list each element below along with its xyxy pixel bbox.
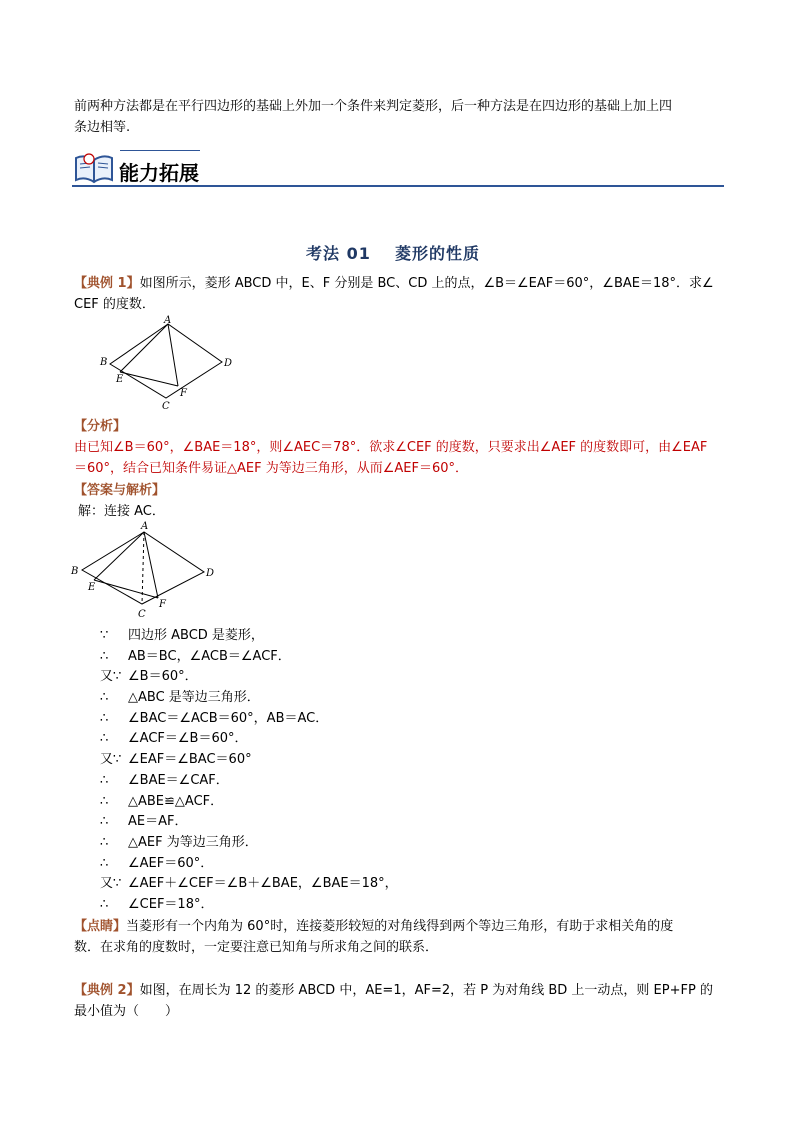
intro-line-1: 前两种方法都是在平行四边形的基础上外加一个条件来判定菱形，后一种方法是在四边形的基础上加上四 — [74, 99, 673, 114]
fig1-label-e: E — [116, 374, 124, 385]
step-symbol: 又∵ — [100, 752, 122, 768]
fig2-label-e: E — [88, 582, 96, 593]
step-symbol: ∴ — [100, 690, 109, 706]
step-text: AB＝BC，∠ACB＝∠ACF． — [128, 648, 291, 664]
example1-tag: 【典例 1】 — [74, 276, 140, 291]
example2-text — [74, 981, 713, 1001]
step-symbol: ∴ — [100, 772, 109, 788]
example2-line-1: 如图，在周长为 12 的菱形 ABCD 中，AE=1，AF=2，若 P 为对角线 BD 上一动点，则 EP+FP 的 — [139, 983, 713, 998]
step-text: 四边形 ABCD 是菱形， — [128, 628, 264, 643]
step-symbol: ∴ — [100, 710, 109, 726]
step-text: △ABC 是等边三角形． — [128, 690, 260, 706]
analysis-line-2: ＝60°，结合已知条件易证△AEF 为等边三角形，从而∠AEF＝60°． — [74, 461, 469, 476]
step-text: ∠B＝60°． — [128, 669, 198, 685]
answer-tag: 【答案与解析】 — [74, 483, 166, 498]
step-symbol: ∴ — [100, 814, 109, 830]
example1-text — [74, 274, 714, 294]
section-rule — [72, 185, 724, 187]
step-symbol: ∵ — [100, 628, 109, 643]
figure-1 — [96, 314, 236, 414]
tip-text — [74, 917, 673, 937]
step-text: ∠BAC＝∠ACB＝60°，AB＝AC． — [128, 710, 329, 726]
step-text: △AEF 为等边三角形． — [128, 834, 258, 850]
proof-steps — [100, 626, 398, 916]
step-symbol: 又∵ — [100, 876, 122, 892]
fig2-label-a: A — [141, 521, 149, 532]
tip-line-2: 数．在求角的度数时，一定要注意已知角与所求角之间的联系． — [74, 940, 439, 955]
fig1-label-f: F — [180, 388, 187, 399]
step-symbol: 又∵ — [100, 669, 122, 685]
topic-name: 菱形的性质 — [395, 244, 481, 263]
answer-intro: 解：连接 AC． — [78, 504, 165, 519]
analysis-tag: 【分析】 — [74, 419, 127, 434]
example1-line-1: 如图所示，菱形 ABCD 中，E、F 分别是 BC、CD 上的点，∠B＝∠EAF＝60°，∠BAE＝18°．求∠ — [139, 276, 714, 291]
tip-tag: 【点睛】 — [74, 919, 127, 934]
fig1-label-c: C — [162, 401, 170, 412]
header-top-rule — [120, 150, 200, 151]
analysis-line-1: 由已知∠B＝60°，∠BAE＝18°，则∠AEC＝78°．欲求∠CEF 的度数，只要求出∠AEF 的度数即可，由∠EAF — [74, 440, 708, 455]
step-text: ∠ACF＝∠B＝60°． — [128, 731, 248, 747]
example2-tag: 【典例 2】 — [74, 983, 140, 998]
example1-line-2: CEF 的度数． — [74, 297, 155, 312]
step-symbol: ∴ — [100, 793, 109, 809]
topic-label: 考法 01 — [306, 244, 371, 263]
step-symbol: ∴ — [100, 731, 109, 747]
fig2-label-b: B — [71, 566, 79, 577]
fig1-label-a: A — [164, 315, 172, 326]
fig2-label-d: D — [206, 568, 215, 579]
book-icon — [72, 150, 116, 186]
step-symbol: ∴ — [100, 648, 109, 664]
intro-line-2: 条边相等. — [74, 120, 131, 135]
fig2-label-c: C — [138, 609, 146, 620]
step-text: ∠EAF＝∠BAC＝60° — [128, 752, 252, 768]
section-title: 能力拓展 — [119, 161, 199, 185]
step-text: ∠AEF＋∠CEF＝∠B＋∠BAE，∠BAE＝18°， — [128, 876, 398, 892]
step-symbol: ∴ — [100, 834, 109, 850]
fig2-label-f: F — [159, 599, 166, 610]
fig1-label-d: D — [224, 358, 233, 369]
figure-2 — [66, 518, 216, 622]
fig1-label-b: B — [100, 357, 108, 368]
step-text: AE＝AF． — [128, 814, 188, 830]
step-text: ∠CEF＝18°． — [128, 896, 214, 912]
step-symbol: ∴ — [100, 896, 109, 912]
step-text: △ABE≌△ACF． — [128, 793, 224, 809]
tip-line-1: 当菱形有一个内角为 60°时，连接菱形较短的对角线得到两个等边三角形，有助于求相关角的度 — [126, 919, 674, 934]
step-symbol: ∴ — [100, 855, 109, 871]
step-text: ∠AEF＝60°． — [128, 855, 214, 871]
step-text: ∠BAE＝∠CAF． — [128, 772, 229, 788]
example2-line-2: 最小值为（ ） — [74, 1004, 179, 1019]
